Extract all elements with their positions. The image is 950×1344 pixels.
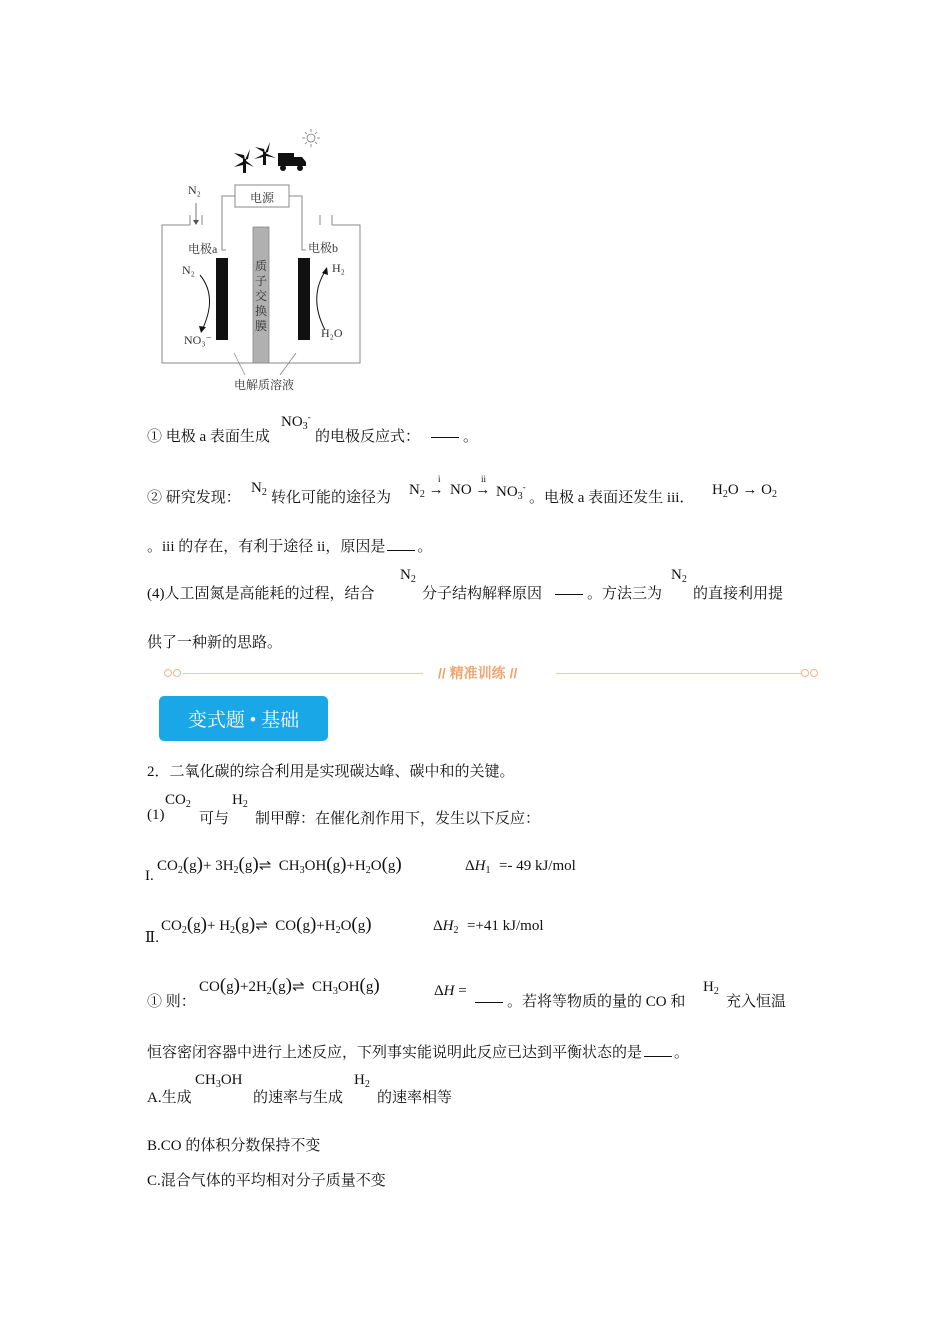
- text: 。若将等物质的量的 CO 和: [507, 994, 686, 1010]
- nitrate-formula: $NO_3^-$: [281, 412, 311, 432]
- answer-blank[interactable]: [644, 1044, 672, 1057]
- delta-h1: $\Delta H_1$: [465, 858, 491, 876]
- text: 的速率与生成: [253, 1090, 344, 1106]
- cathode-product-label: H₂: [332, 261, 345, 275]
- anode-product-label: NO₃⁻: [184, 333, 212, 347]
- text: A.生成: [147, 1090, 192, 1106]
- h2-formula: $H_2$: [703, 979, 719, 997]
- text: 。电极 a 表面还发生 iii．: [529, 490, 695, 506]
- pathway-formula-3: $NO_3^-$: [496, 482, 526, 502]
- reaction-1-equation: $CO_2(g)+$ $3H_2(g)\rightleftharpoons$ $CH_3OH(g)+H_2O(g)$: [157, 854, 402, 876]
- text: 的速率相等: [377, 1090, 453, 1106]
- h2-formula: $H_2$: [232, 792, 248, 810]
- text: 。: [674, 1045, 690, 1061]
- variant-basic-tag: 变式题 • 基础: [159, 696, 328, 741]
- n2-inlet-label: N₂: [188, 183, 201, 197]
- anode-reactant-label: N₂: [182, 263, 195, 277]
- co2-formula: $CO_2$: [165, 792, 191, 810]
- electrolyte-label: 电解质溶液: [234, 378, 295, 392]
- methanol-formula: $CH_3OH$: [195, 1072, 243, 1090]
- water-oxidation-formula: $H_2O \to O_2$: [712, 482, 778, 500]
- text: 。: [463, 429, 479, 445]
- step-i-label: i: [438, 474, 441, 484]
- cathode-reactant-label: H₂O: [321, 326, 343, 340]
- text: (4)人工固氮是高能耗的过程，结合: [147, 586, 375, 602]
- text: ② 研究发现：: [147, 490, 241, 506]
- n2-formula: $N_2$: [251, 480, 267, 498]
- answer-blank[interactable]: [429, 425, 461, 443]
- reaction-label: I.: [145, 868, 154, 884]
- option-c: C.混合气体的平均相对分子质量不变: [147, 1173, 386, 1189]
- membrane-label: 质子交换膜: [255, 259, 268, 333]
- reaction-2-equation: $CO_2(g)+$ $H_2(g)\rightleftharpoons$ $CO(g)+H_2O(g)$: [161, 914, 372, 936]
- delta-h2: $\Delta H_2$: [433, 918, 459, 936]
- text: 。iii 的存在，有利于途径 ii，原因是: [147, 539, 386, 555]
- pathway-formula-2: NO →: [450, 482, 491, 498]
- text: 制甲醇：在催化剂作用下，发生以下反应：: [255, 811, 541, 827]
- answer-blank[interactable]: [387, 538, 415, 551]
- divider-title: // 精准训练 //: [438, 665, 518, 681]
- power-source-label: 电源: [250, 191, 275, 205]
- wind-turbine-icon: [234, 142, 276, 173]
- problem-2-sub1-line2: [147, 1041, 689, 1062]
- answer-blank[interactable]: [473, 990, 505, 1008]
- delta-h1-value: =- 49 kJ/mol: [499, 858, 576, 874]
- option-b: B.CO 的体积分数保持不变: [147, 1138, 321, 1154]
- text: ① 则：: [147, 994, 196, 1010]
- text: ① 电极 a 表面生成: [147, 429, 270, 445]
- problem-2-stem: 2．二氧化碳的综合利用是实现碳达峰、碳中和的关键。: [147, 764, 515, 780]
- electrolysis-diagram: [150, 125, 380, 395]
- delta-h2-value: =+41 kJ/mol: [467, 918, 544, 934]
- text: 转化可能的途径为: [271, 490, 392, 506]
- text: 分子结构解释原因: [422, 586, 543, 602]
- text: 。: [417, 539, 433, 555]
- text: (1): [147, 807, 165, 823]
- text: 可与: [199, 811, 230, 827]
- n2-formula: $N_2$: [671, 567, 687, 585]
- answer-blank[interactable]: [553, 582, 585, 600]
- slash-icon: //: [438, 665, 446, 681]
- pathway-formula: $N_2$ →: [409, 482, 444, 500]
- n2-formula: $N_2$: [400, 567, 416, 585]
- step-ii-label: ii: [481, 474, 487, 484]
- electrode-b-label: 电极b: [308, 241, 339, 255]
- sun-icon: [302, 129, 320, 147]
- text: 的电极反应式：: [315, 429, 421, 445]
- q4-line2: 供了一种新的思路。: [147, 635, 283, 651]
- target-equation: $CO(g)+2H_2(g)\rightleftharpoons$ $CH_3OH(g)$: [199, 975, 380, 997]
- text: 恒容密闭容器中进行上述反应，下列事实能说明此反应已达到平衡状态的是: [147, 1045, 643, 1061]
- text: 充入恒温: [726, 994, 787, 1010]
- h2-formula: $H_2$: [354, 1072, 370, 1090]
- q3-part2-line2: [147, 535, 432, 556]
- truck-icon: [278, 153, 306, 171]
- text: 的直接利用提: [693, 586, 784, 602]
- slash-icon: //: [509, 665, 518, 681]
- delta-h: ΔH =: [434, 983, 467, 999]
- reaction-label: Ⅱ.: [145, 930, 159, 946]
- text: 。方法三为: [587, 586, 663, 602]
- electrode-a-label: 电极a: [188, 242, 218, 256]
